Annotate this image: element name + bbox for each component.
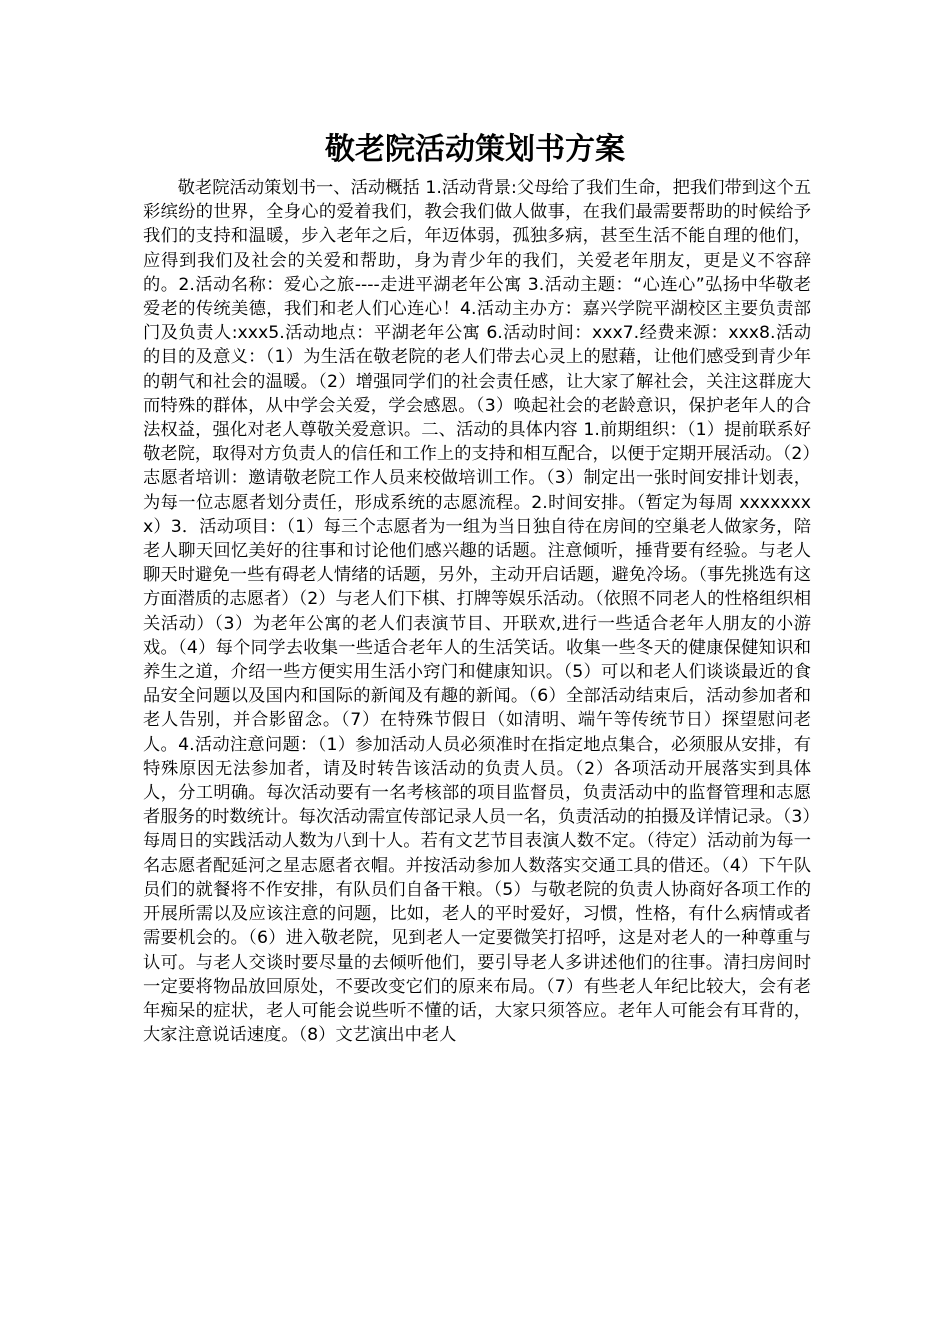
document-title: 敬老院活动策划书方案 bbox=[325, 132, 625, 167]
document-body-paragraph: 敬老院活动策划书一、活动概括 1.活动背景:父母给了我们生命，把我们带到这个五彩缤纷的世界，全身心的爱着我们，教会我们做人做事，在我们最需要帮助的时候给予我们的支持和温暖，步入老年之后，年迈体弱，孤独多病，甚至生活不能自理的他们，应得到我们及社会的关爱和帮助，身为青少年的我们，关爱老年朋友，更是义不容辞的。2.活动名称：爱心之旅----走进平湖老年公寓 3.活动主题：“心连心”弘扬中华敬老爱老的传统美德，我们和老人们心连心！4.活动主办方：嘉兴学院平湖校区主要负责部门及负责人:xxx5.活动地点：平湖老年公寓 6.活动时间：xxx7.经费来源：xxx8.活动的目的及意义：（1）为生活在敬老院的老人们带去心灵上的慰藉，让他们感受到青少年的朝气和社会的温暖。（2）增强同学们的社会责任感，让大家了解社会，关注这群庞大而特殊的群体，从中学会关爱，学会感恩。（3）唤起社会的老龄意识，保护老年人的合法权益，强化对老人尊敬关爱意识。二、活动的具体内容 1.前期组织：（1）提前联系好敬老院，取得对方负责人的信任和工作上的支持和相互配合，以便于定期开展活动。（2）志愿者培训：邀请敬老院工作人员来校做培训工作。（3）制定出一张时间安排计划表，为每一位志愿者划分责任，形成系统的志愿流程。2.时间安排。（暂定为每周 xxxxxxxx）3．活动项目：（1）每三个志愿者为一组为当日独自待在房间的空巢老人做家务，陪老人聊天回忆美好的往事和讨论他们感兴趣的话题。注意倾听，捶背要有经验。与老人聊天时避免一些有碍老人情绪的话题，另外，主动开启话题，避免冷场。（事先挑选有这方面潜质的志愿者）（2）与老人们下棋、打牌等娱乐活动。（依照不同老人的性格组织相关活动）（3）为老年公寓的老人们表演节目、开联欢,进行一些适合老年人朋友的小游戏。（4）每个同学去收集一些适合老年人的生活笑话。收集一些冬天的健康保健知识和养生之道，介绍一些方便实用生活小窍门和健康知识。（5）可以和老人们谈谈最近的食品安全问题以及国内和国际的新闻及有趣的新闻。（6）全部活动结束后，活动参加者和老人告别，并合影留念。（7）在特殊节假日（如清明、端午等传统节日）探望慰问老人。4.活动注意问题：（1）参加活动人员必须准时在指定地点集合，必须服从安排，有特殊原因无法参加者，请及时转告该活动的负责人员。（2）各项活动开展落实到具体人，分工明确。每次活动要有一名考核部的项目监督员，负责活动中的监督管理和志愿者服务的时数统计。每次活动需宣传部记录人员一名，负责活动的拍摄及详情记录。（3）每周日的实践活动人数为八到十人。若有文艺节目表演人数不定。（待定）活动前为每一名志愿者配延河之星志愿者衣帽。并按活动参加人数落实交通工具的借还。（4）下午队员们的就餐将不作安排，有队员们自备干粮。（5）与敬老院的负责人协商好各项工作的开展所需以及应该注意的问题，比如，老人的平时爱好，习惯，性格，有什么病情或者需要机会的。（6）进入敬老院，见到老人一定要微笑打招呼，这是对老人的一种尊重与认可。与老人交谈时要尽量的去倾听他们，要引导老人多讲述他们的往事。清扫房间时一定要将物品放回原处，不要改变它们的原来布局。（7）有些老人年纪比较大，会有老年痴呆的症状，老人可能会说些听不懂的话，大家只须答应。老年人可能会有耳背的，大家注意说话速度。（8）文艺演出中老人 bbox=[143, 178, 811, 1046]
